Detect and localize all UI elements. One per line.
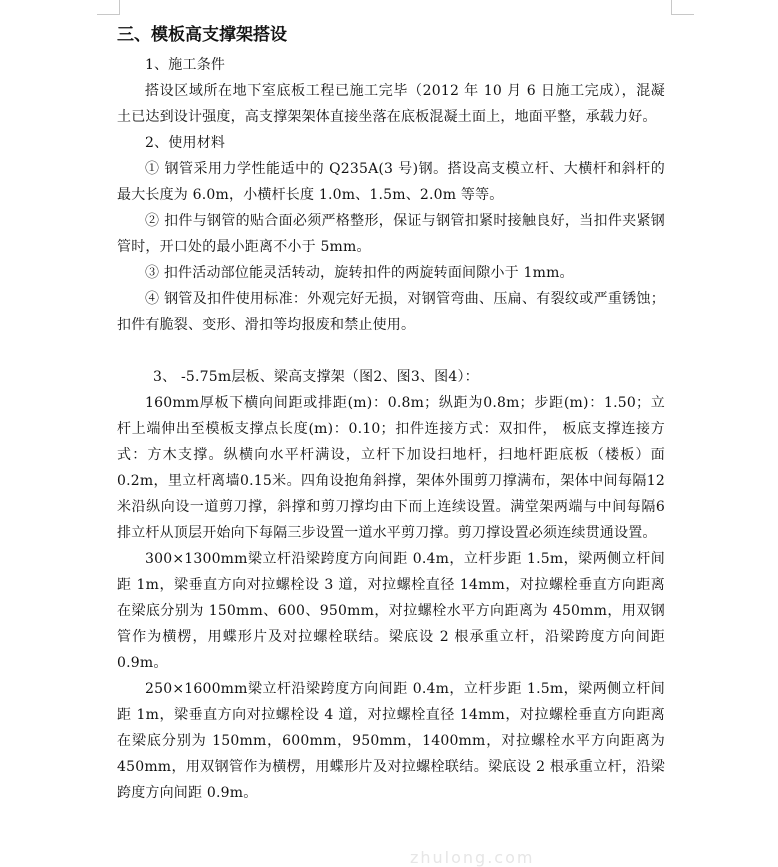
paragraph-material-4: ④ 钢管及扣件使用标准：外观完好无损，对钢管弯曲、压扁、有裂纹或严重锈蚀；扣件有脆裂、变形、滑扣等均报废和禁止使用。 (117, 291, 665, 333)
subheading-materials: 2、使用材料 (145, 135, 226, 151)
section-heading: 三、模板高支撑架搭设 (117, 25, 287, 45)
paragraph-conditions: 搭设区域所在地下室底板工程已施工完毕（2012 年 10 月 6 日施工完成），混凝土已达到设计强度，高支撑架架体直接坐落在底板混凝土面上，地面平整，承载力好。 (117, 83, 665, 125)
watermark: zhulong.com (410, 848, 535, 867)
paragraph-material-2: ② 扣件与钢管的贴合面必须严格整形，保证与钢管扣紧时接触良好，当扣件夹紧钢管时，开口处的最小距离不小于 5mm。 (117, 213, 665, 255)
subheading-conditions: 1、施工条件 (145, 57, 226, 73)
paragraph-material-3: ③ 扣件活动部位能灵活转动，旋转扣件的两旋转面间隙小于 1mm。 (145, 265, 574, 281)
paragraph-beam-250x1600: 250×1600mm梁立杆沿梁跨度方向间距 0.4m，立杆步距 1.5m，梁两侧立杆间距 1m，梁垂直方向对拉螺栓设 4 道，对拉螺栓直径 14mm，对拉螺栓垂直方向距离在梁底分别为 150mm，600mm，950mm，1400mm，对拉螺栓水平方向距离为 450mm，用双钢管作为横楞，用蝶形片及对拉螺栓联结。梁底设 2 根承重立杆，沿梁跨度方向间距 0.9m。 (117, 681, 665, 801)
paragraph-beam-300x1300: 300×1300mm梁立杆沿梁跨度方向间距 0.4m，立杆步距 1.5m，梁两侧立杆间距 1m，梁垂直方向对拉螺栓设 3 道，对拉螺栓直径 14mm，对拉螺栓垂直方向距离在梁底分别为 150mm、600、950mm，对拉螺栓水平方向距离为 450mm，用双钢管作为横楞，用蝶形片及对拉螺栓联结。梁底设 2 根承重立杆，沿梁跨度方向间距 0.9m。 (117, 551, 665, 671)
crop-mark-left (97, 0, 120, 15)
paragraph-slab-support: 160mm厚板下横向间距或排距(m)：0.8m；纵距为0.8m；步距(m)：1.50；立杆上端伸出至模板支撑点长度(m)：0.10；扣件连接方式：双扣件， 板底支撑连接方式：方木支撑。纵横向水平杆满设，立杆下加设扫地杆，扫地杆距底板（楼板）面0.2m，里立杆离墙0.15米。四角设抱角斜撑，架体外围剪刀撑满布，架体中间每隔12米沿纵向设一道剪刀撑，斜撑和剪刀撑均由下而上连续设置。满堂架两端与中间每隔6排立杆从顶层开始向下每隔三步设置一道水平剪刀撑。剪刀撑设置必须连续贯通设置。 (117, 395, 665, 541)
subheading-support-frame: 3、 -5.75m层板、梁高支撑架（图2、图3、图4）： (153, 369, 479, 385)
blank-line (117, 338, 665, 364)
document-body (117, 22, 665, 806)
crop-mark-right (671, 0, 694, 15)
paragraph-material-1: ① 钢管采用力学性能适中的 Q235A(3 号)钢。搭设高支模立杆、大横杆和斜杆的最大长度为 6.0m，小横杆长度 1.0m、1.5m、2.0m 等等。 (117, 161, 665, 203)
